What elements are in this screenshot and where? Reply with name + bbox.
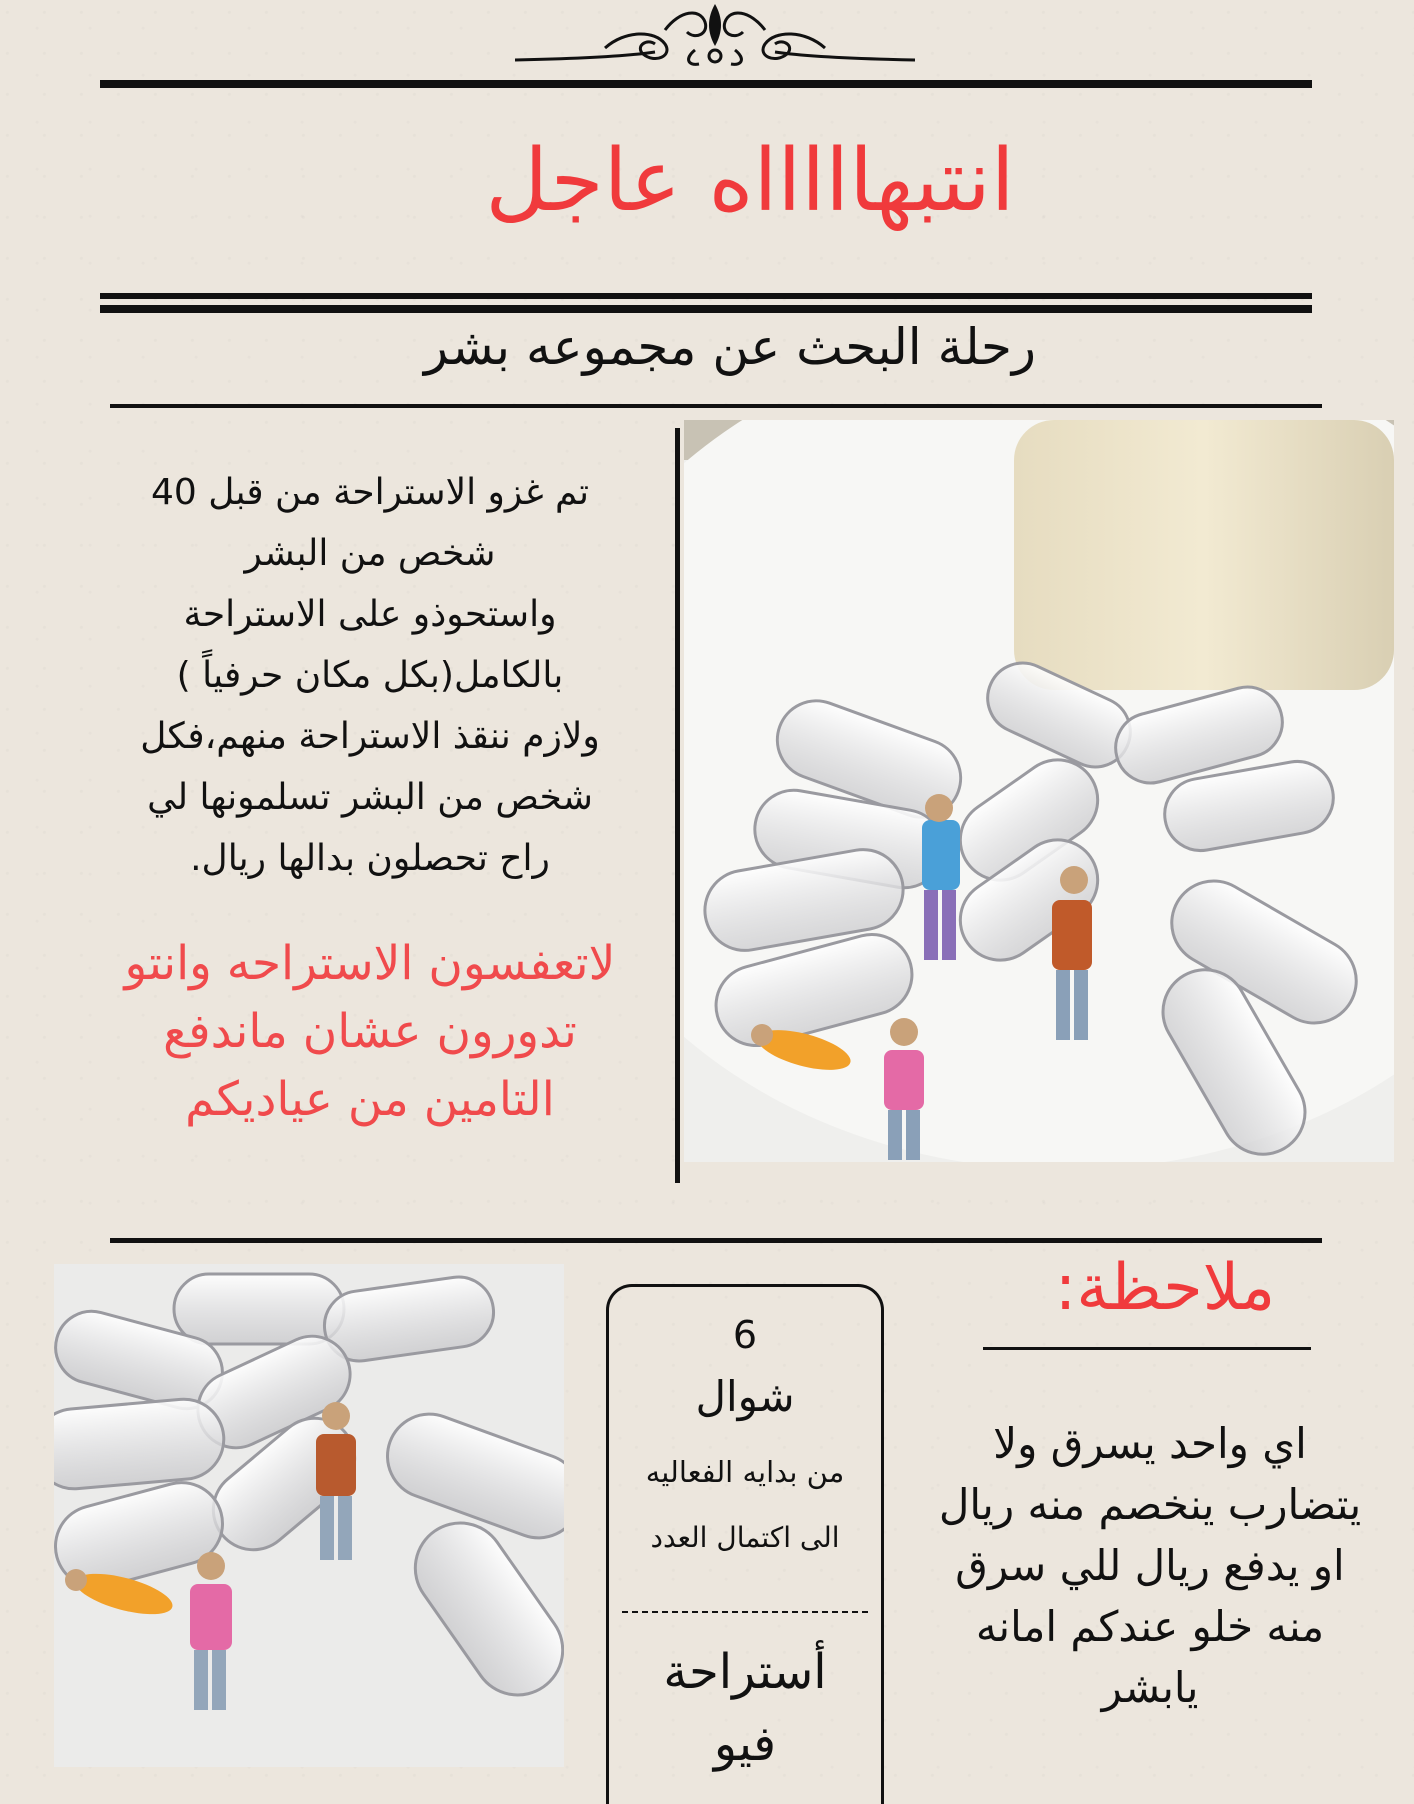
note-line: اي واحد يسرق ولا (993, 1419, 1307, 1468)
event-day: 6 (732, 1313, 758, 1357)
note-line: منه خلو عندكم امانه (975, 1602, 1325, 1651)
note-line: يابشر (1101, 1663, 1199, 1712)
article-line: راح تحصلون بدالها ريال. (190, 838, 550, 879)
article-line: واستحوذو على الاستراحة (183, 594, 557, 635)
section-rule (110, 1238, 1322, 1243)
subtitle-rule (110, 404, 1322, 408)
note-text (900, 1413, 1400, 1718)
article-line: تم غزو الاستراحة من قبل 40 (150, 472, 590, 513)
headline-rule-lower (100, 305, 1312, 313)
capsules-closeup-illustration (54, 1264, 564, 1767)
warning-text (50, 930, 690, 1134)
warning-line: التامين من عياديكم (185, 1072, 555, 1127)
venue-line: أستراحة (663, 1644, 827, 1700)
note-line: يتضارب ينخصم منه ريال (938, 1480, 1362, 1529)
ornament-flourish (515, 0, 915, 72)
article-line: بالكامل(بكل مكان حرفياً ) (176, 655, 564, 696)
warning-line: تدورون عشان ماندفع (163, 1004, 577, 1059)
article-line: شخص من البشر (244, 533, 496, 574)
event-month: شوال (695, 1372, 795, 1421)
venue-name (606, 1636, 884, 1780)
top-rule (100, 80, 1312, 88)
headline: انتبهاااااه عاجل (485, 131, 1015, 231)
capsules-figures-illustration (684, 420, 1394, 1162)
note-rule (983, 1347, 1311, 1350)
column-divider (675, 428, 680, 1183)
main-photo (684, 420, 1394, 1162)
article-line: ولازم ننقذ الاستراحة منهم،فكل (140, 716, 600, 757)
dashed-divider (622, 1611, 868, 1613)
headline-rule-upper (100, 293, 1312, 299)
article-body (80, 462, 660, 889)
venue-line: فيو (713, 1716, 777, 1772)
subtitle: رحلة البحث عن مجموعه بشر (423, 318, 1036, 376)
event-from-text: من بدايه الفعاليه (645, 1455, 845, 1489)
warning-line: لاتعفسون الاستراحه وانتو (124, 936, 616, 991)
article-line: شخص من البشر تسلمونها لي (147, 777, 593, 818)
small-photo (54, 1264, 564, 1767)
note-label: ملاحظة: (1054, 1251, 1276, 1325)
note-line: او يدفع ريال للي سرق (955, 1541, 1345, 1590)
event-to-text: الى اكتمال العدد (650, 1521, 840, 1554)
